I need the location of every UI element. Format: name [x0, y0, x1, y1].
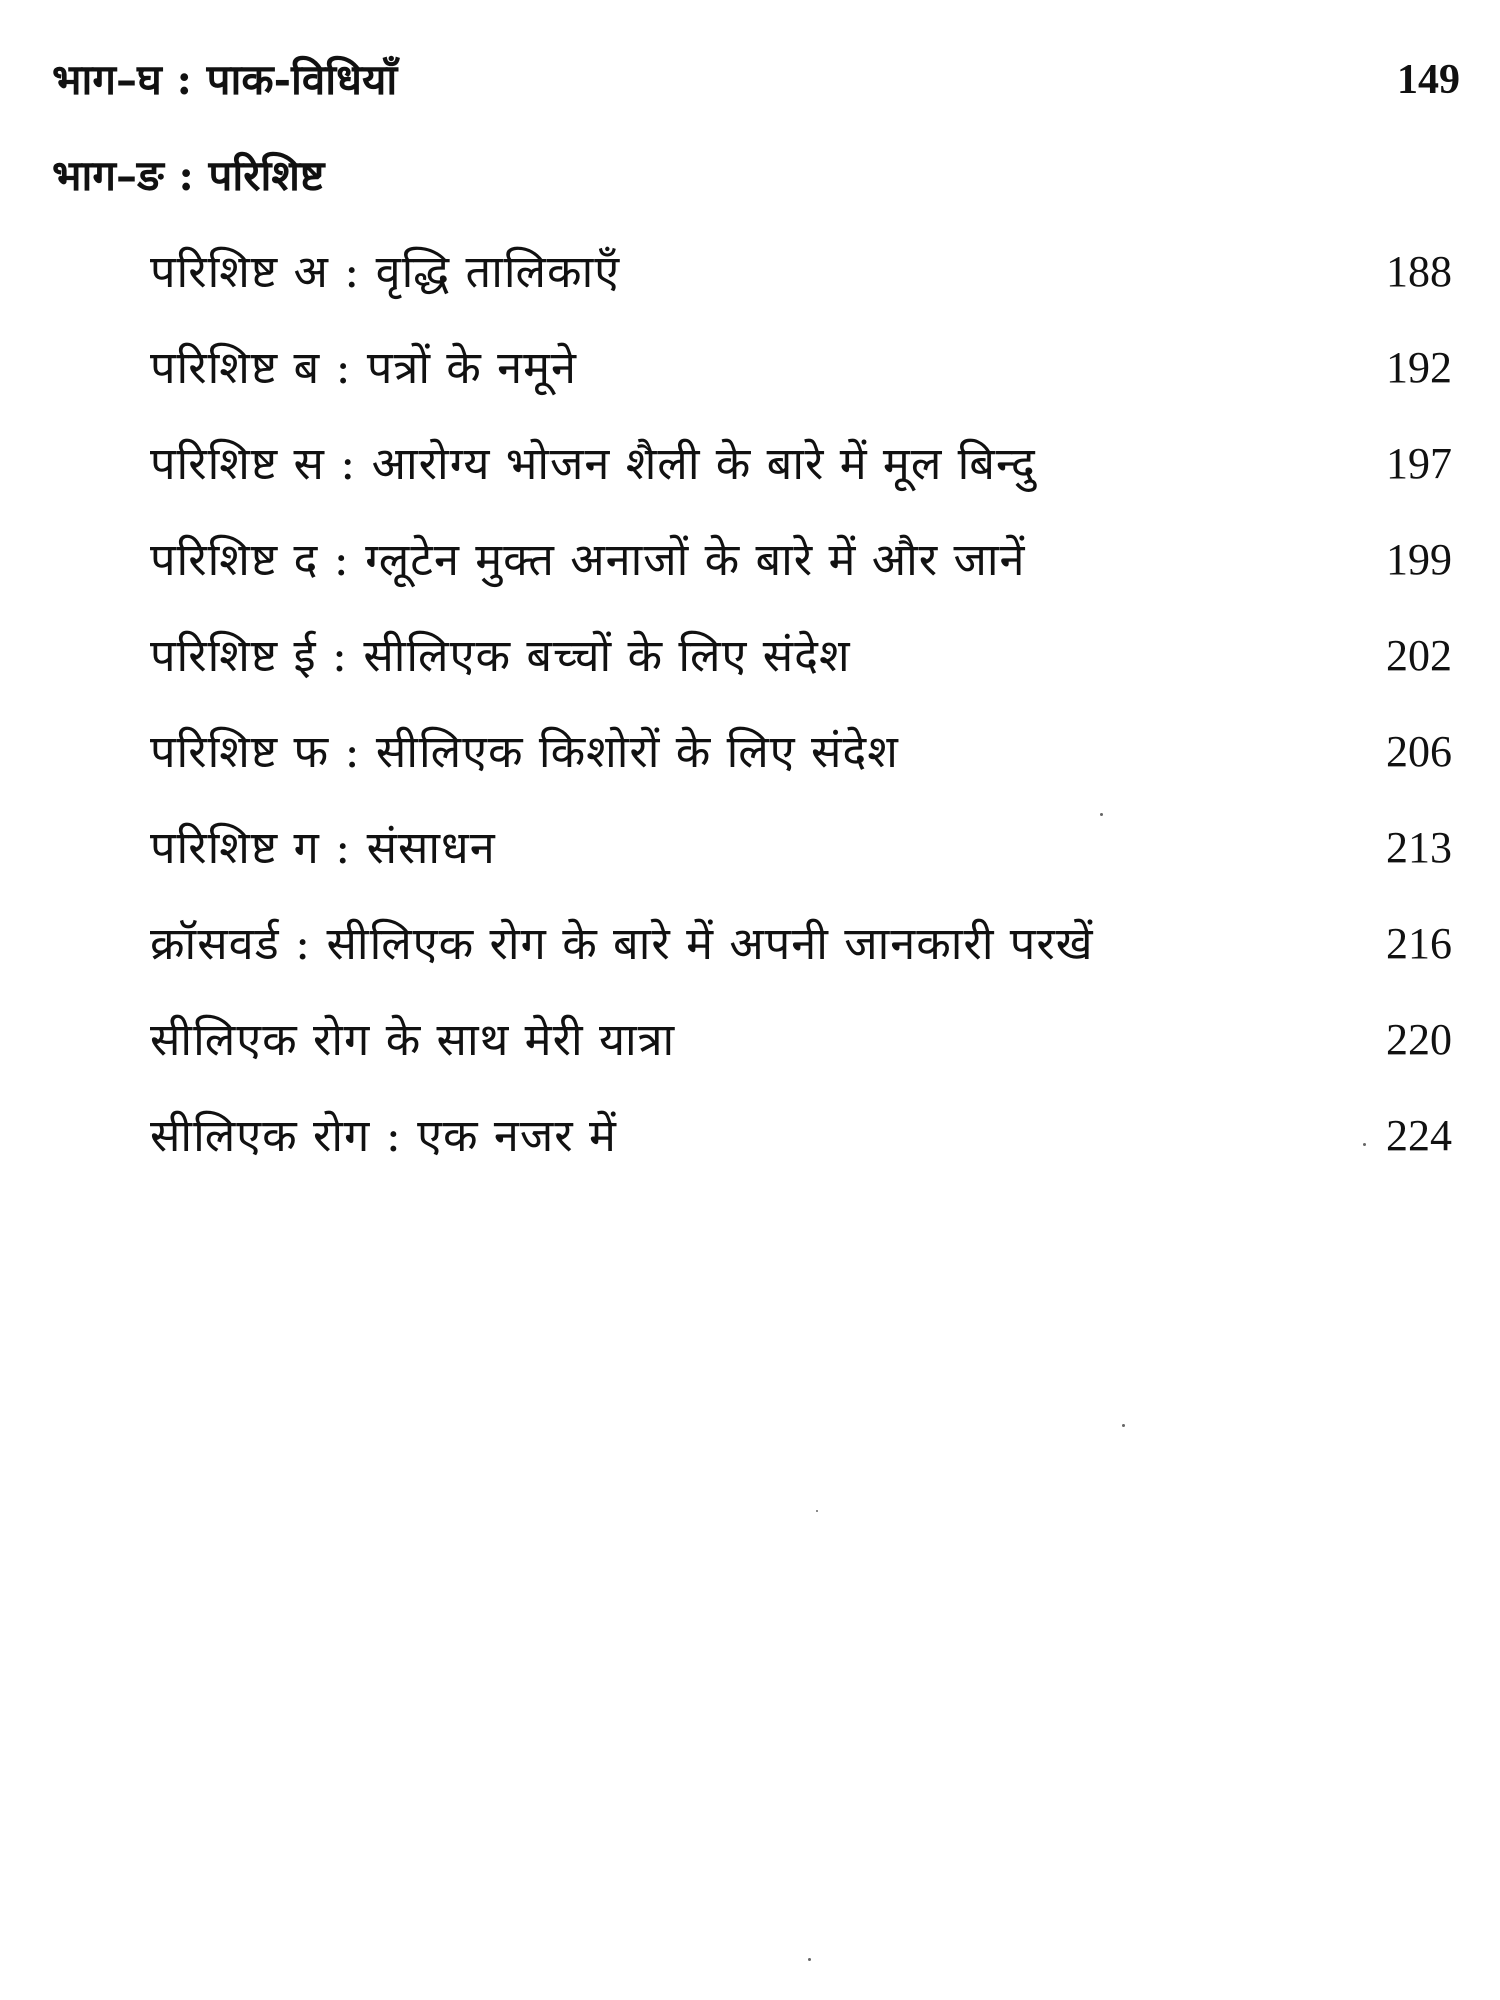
entry-title: परिशिष्ट ब : पत्रों के नमूने — [150, 341, 578, 394]
toc-entry-row — [0, 1096, 1500, 1176]
page-number: 202 — [1386, 631, 1452, 680]
toc-part-row — [0, 40, 1500, 120]
toc-part-row — [0, 136, 1500, 216]
scan-speck — [1363, 1143, 1366, 1146]
entry-title: परिशिष्ट ई : सीलिएक बच्चों के लिए संदेश — [150, 629, 851, 682]
page-number: 192 — [1386, 343, 1452, 392]
toc-entry-row — [0, 1000, 1500, 1080]
toc-entry-row — [0, 616, 1500, 696]
entry-title: परिशिष्ट द : ग्लूटेन मुक्त अनाजों के बारे में और जानें — [150, 533, 1026, 586]
page-number: 224 — [1386, 1111, 1452, 1160]
toc-entry-row — [0, 328, 1500, 408]
page-number: 216 — [1386, 919, 1452, 968]
page-number: 220 — [1386, 1015, 1452, 1064]
part-title: भाग–ङ : परिशिष्ट — [52, 151, 325, 200]
entry-title: परिशिष्ट फ : सीलिएक किशोरों के लिए संदेश — [150, 725, 899, 778]
page-number: 149 — [1397, 57, 1460, 103]
scan-speck — [1100, 813, 1103, 816]
toc-entry-row — [0, 232, 1500, 312]
page-number: 206 — [1386, 727, 1452, 776]
entry-title: परिशिष्ट अ : वृद्धि तालिकाएँ — [150, 245, 621, 298]
entry-title: परिशिष्ट स : आरोग्य भोजन शैली के बारे में मूल बिन्दु — [150, 437, 1036, 490]
entry-title: परिशिष्ट ग : संसाधन — [150, 821, 496, 874]
part-title: भाग–घ : पाक-विधियाँ — [52, 55, 398, 104]
toc-entry-row — [0, 520, 1500, 600]
scan-speck — [816, 1510, 818, 1512]
page-number: 199 — [1386, 535, 1452, 584]
page-number: 197 — [1386, 439, 1452, 488]
scan-speck — [1122, 1424, 1125, 1427]
page-number: 213 — [1386, 823, 1452, 872]
scan-speck — [808, 1958, 811, 1961]
entry-title: सीलिएक रोग के साथ मेरी यात्रा — [150, 1013, 676, 1066]
entry-title: क्रॉसवर्ड : सीलिएक रोग के बारे में अपनी जानकारी परखें — [150, 917, 1094, 970]
entry-title: सीलिएक रोग : एक नजर में — [150, 1109, 617, 1162]
toc-entry-row — [0, 904, 1500, 984]
toc-entry-row — [0, 808, 1500, 888]
toc-entry-row — [0, 712, 1500, 792]
page-number: 188 — [1386, 247, 1452, 296]
toc-entry-row — [0, 424, 1500, 504]
